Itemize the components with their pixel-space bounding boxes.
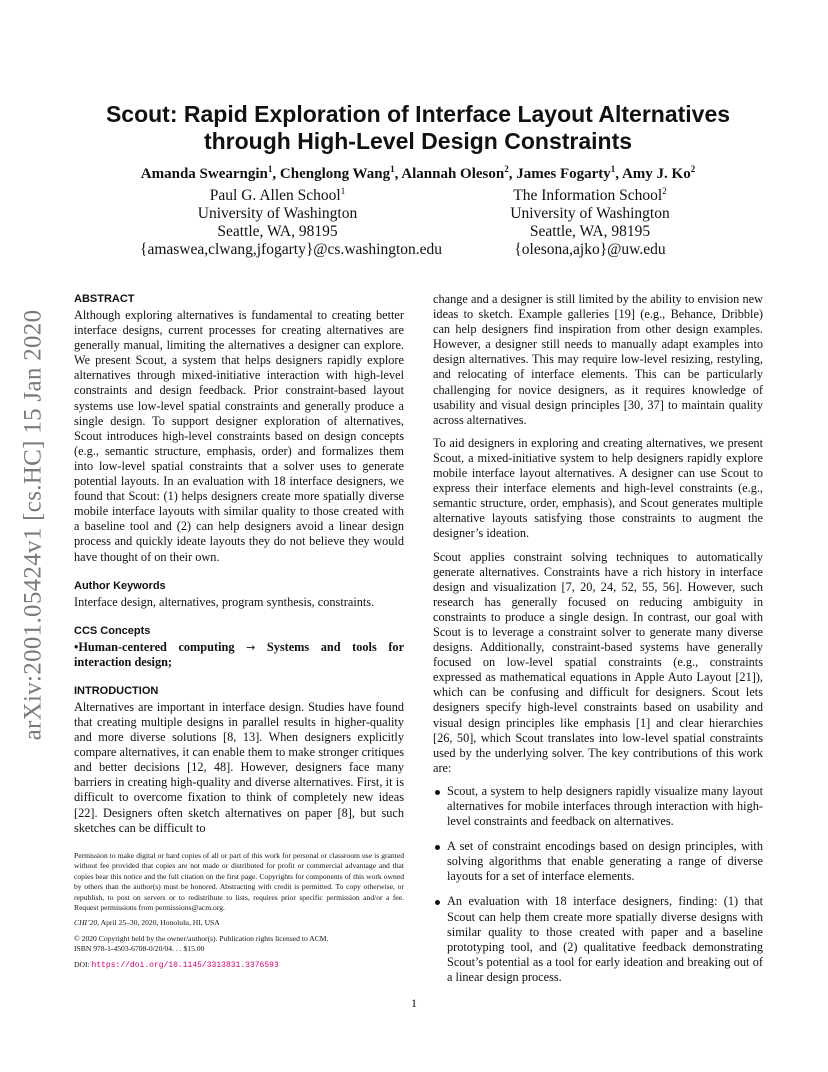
ccs-concepts-text	[74, 640, 404, 670]
ccs-concepts-heading: CCS Concepts	[74, 624, 151, 637]
introduction-paragraph: To aid designers in exploring and creating alternatives, we present Scout, a mixed-initiative system to help designers rapidly explore mobile interface layout alternatives. A designer can use Scout to express their interface elements and high-level constraints (e.g., semantic structure, order, emphasis), and Scout generates multiple alternative layouts satisfying those constraints to augment the designer’s ideation.	[433, 435, 763, 541]
author-name: James Fogarty	[516, 166, 611, 182]
contribution-text: A set of constraint encodings based on design principles, with solving algorithms that enable generating a range of diverse layouts for a set of interface elements.	[447, 839, 763, 884]
introduction-heading: INTRODUCTION	[74, 684, 159, 697]
introduction-paragraph: Scout applies constraint solving techniques to automatically generate alternatives. Constraints have a rich history in interface design and visualization [7, 20, 24, 52, 55, 56]. However, such research has generally focused on reducing ambiguity in constraints to produce a single design. In contrast, our goal with Scout is to leverage a constraint solver to generate many diverse designs. Additionally, constraint-based systems have generally focused on low-level spatial constraints (e.g., constraints expressed as mathematical equations in Apple Auto Layout [21]), which can be confusing and difficult for designers. Scout lets designers specify high-level constraints based on usability and visual design principles like emphasis [1] and clear hierarchies [26, 50], which Scout translates into low-level spatial constraints used by the underlying solver. The key contributions of this work are:	[433, 549, 763, 775]
paper-title: Scout: Rapid Exploration of Interface Layout Alternatives through High-Level Design Constraints	[105, 101, 731, 154]
affiliation-name: Paul G. Allen School	[209, 187, 341, 204]
right-column	[433, 292, 763, 995]
contributions-list	[433, 784, 763, 985]
contribution-text: An evaluation with 18 interface designers, finding: (1) that Scout can help them create more spatially diverse designs with similar quality to those created with paper and a baseline prototyping tool, and (2) qualitative feedback demonstrating Scout’s potential as a tool for early ideation and breaking out of a linear design process.	[447, 894, 763, 984]
ccs-bullet: •	[74, 639, 79, 654]
author-affil-mark: 2	[504, 164, 509, 174]
permission-notice: Permission to make digital or hard copies of all or part of this work for personal or classroom use is granted without fee provided that copies are not made or distributed for profit or commercial advantage and that copies bear this notice and the full citation on the first page. Copyrights for components of this work owned by others than the author(s) must be honored. Abstracting with credit is permitted. To copy otherwise, or republish, to post on servers or to redistribute to lists, requires prior specific permission and/or a fee. Request permissions from permissions@acm.org.	[74, 851, 404, 913]
affiliation-email: {amaswea,clwang,jfogarty}@cs.washington.edu	[140, 241, 443, 258]
author-affil-mark: 1	[610, 164, 616, 174]
author-affil-mark: 1	[267, 164, 273, 174]
author-affil-mark: 1	[390, 164, 395, 174]
venue-details: April 25–30, 2020, Honolulu, HI, USA	[99, 918, 220, 928]
right-arrow-icon: →	[246, 640, 256, 654]
bullet-icon	[435, 845, 440, 850]
bullet-icon	[435, 900, 440, 905]
affiliation-number: 2	[662, 185, 667, 196]
ccs-concept-secondary: Systems and tools for interaction design;	[74, 639, 405, 669]
copyright-line: © 2020 Copyright held by the owner/author(s). Publication rights licensed to ACM.	[74, 933, 329, 943]
affiliation-city: Seattle, WA, 98195	[529, 223, 651, 240]
affiliation-block	[140, 185, 443, 259]
author-affil-mark: 2	[690, 164, 696, 174]
author-name: Alannah Oleson	[401, 166, 505, 182]
author-name: Chenglong Wang	[279, 166, 391, 182]
page-number: 1	[411, 996, 417, 1010]
affiliation-email: {olesona,ajko}@uw.edu	[514, 241, 666, 258]
affiliation-city: Seattle, WA, 98195	[217, 223, 338, 240]
abstract-heading: ABSTRACT	[74, 293, 135, 305]
affiliation-number: 1	[340, 185, 346, 196]
ccs-concept-primary: Human-centered computing	[78, 639, 235, 654]
arxiv-identifier-text: arXiv:2001.05424v1 [cs.HC] 15 Jan 2020	[19, 309, 47, 741]
doi-link[interactable]: https://doi.org/10.1145/3313831.3376593	[91, 960, 279, 970]
doi-label: DOI:	[74, 959, 92, 969]
arxiv-identifier-stamp	[13, 290, 53, 760]
introduction-paragraph: change and a designer is still limited by the ability to envision new ideas to sketch. Example galleries [19] (e.g., Behance, Dribble) can help designers find inspiration from other design examples. However, a designer still needs to manually adapt examples into design alternatives. This may require low-level resizing, restyling, and relocating of interface elements. This can be particularly challenging for novice designers, as it requires knowledge of usability and visual design principles [30, 37] to maintain quality across alternatives.	[433, 292, 763, 427]
introduction-text-left: Alternatives are important in interface design. Studies have found that creating multiple designs in parallel results in higher-quality and more diverse solutions [8, 13]. When designers explicitly compare alternatives, it can enable them to make stronger critiques and better decisions [12, 48]. However, designers face many barriers in creating high-quality and diverse alternatives. First, it is difficult to overcome fixation to think of completely new ideas [22]. Designers often sketch alternatives on paper [8], but such sketches can be difficult to	[74, 699, 404, 835]
left-column	[74, 292, 404, 836]
contribution-item	[433, 784, 763, 829]
bullet-icon	[435, 790, 440, 795]
affiliation-university: University of Washington	[510, 205, 670, 222]
isbn-line: ISBN 978-1-4503-6708-0/20/04. . . $15.00	[74, 944, 205, 954]
contribution-item	[433, 894, 763, 985]
affiliation-name: The Information School	[513, 187, 663, 204]
author-keywords-text: Interface design, alternatives, program synthesis, constraints.	[74, 594, 375, 609]
author-list: Amanda Swearngin$^1$, Chenglong Wang$^1$, Alannah Oleson$^2$, James Fogarty$^1$, Amy J. Ko$^2$	[140, 164, 696, 182]
author-name: Amy J. Ko	[621, 166, 691, 182]
author-keywords-heading: Author Keywords	[74, 579, 166, 592]
affiliation-university: University of Washington	[197, 205, 358, 222]
venue-name: CHI’20,	[74, 918, 100, 928]
contribution-item	[433, 839, 763, 884]
abstract-text: Although exploring alternatives is fundamental to creating better interface designs, current processes for creating alternatives are generally manual, limiting the alternatives a designer can explore. We present Scout, a system that helps designers rapidly explore alternatives through mixed-initiative interaction with high-level constraints and design feedback. Prior constraint-based layout systems use low-level spatial constraints and generally produce a single design. To support designer exploration of alternatives, Scout introduces high-level constraints based on design concepts (e.g., semantic structure, emphasis, order) and formalizes them into low-level spatial constraints that a solver uses to generate potential layouts. In an evaluation with 18 interface designers, we found that Scout: (1) helps designers create more spatially diverse mobile interface layouts with similar quality to those created with a baseline tool and (2) can help designers avoid a linear design process and quickly ideate layouts they do not believe they would have thought of on their own.	[74, 308, 404, 564]
author-name: Amanda Swearngin	[140, 166, 268, 182]
affiliation-block	[480, 187, 700, 259]
contribution-text: Scout, a system to help designers rapidly visualize many layout alternatives for mobile interfaces through interaction with high-level constraints and feedback on alternatives.	[447, 783, 763, 829]
copyright-footnote	[74, 851, 404, 971]
